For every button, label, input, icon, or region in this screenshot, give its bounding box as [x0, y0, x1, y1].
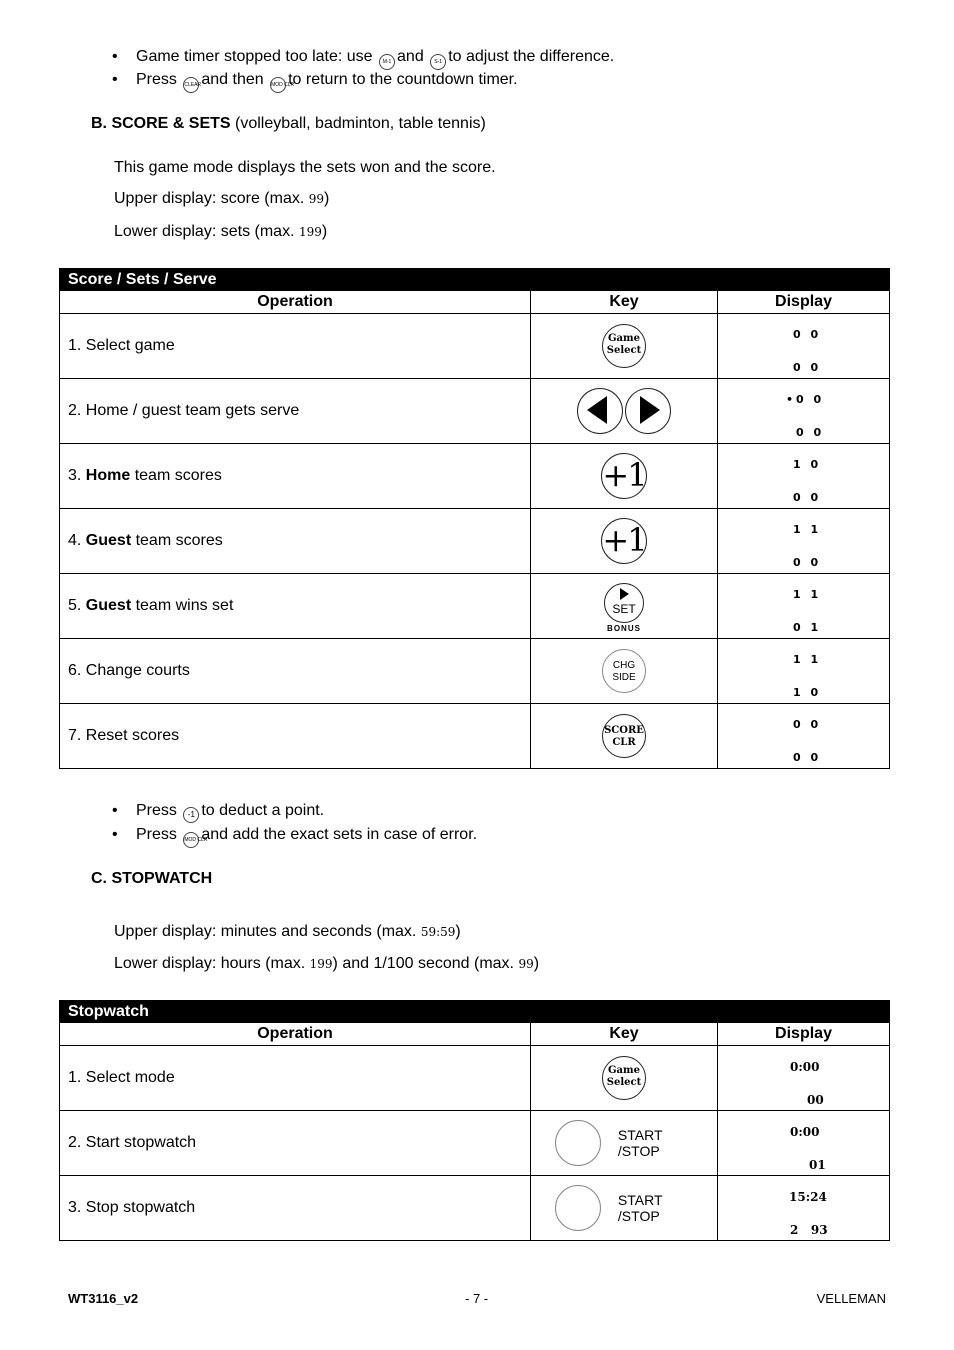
bullet-text: Game timer stopped too late: use: [136, 48, 373, 65]
score-sets-serve-table: [59, 268, 890, 769]
lower-display-value: 0 0: [793, 751, 822, 764]
key-cell: [531, 639, 718, 704]
operation-text: 2. Home / guest team gets serve: [68, 402, 300, 419]
operation-text-bold: Home: [85, 467, 131, 484]
key-label: +1: [602, 456, 646, 494]
section-b-description: This game mode displays the sets won and the score.: [114, 159, 496, 176]
note-text: ) and 1/100 second (max.: [332, 955, 519, 972]
table-title: Score / Sets / Serve: [60, 269, 890, 291]
m-minus-one-key-icon: M-1: [379, 54, 395, 70]
right-arrow-key-icon: [625, 388, 671, 434]
bullet-item: [112, 71, 518, 93]
note-text: Lower display: hours (max.: [114, 955, 310, 972]
lower-display-value: 2 93: [790, 1223, 828, 1237]
clear-key-icon: CLEAR: [183, 77, 199, 93]
lower-display-value: 0 0: [793, 556, 822, 569]
display-cell: [718, 574, 890, 639]
upper-display-value: 1 0: [793, 458, 822, 471]
minus-one-key-icon: -1: [183, 807, 199, 823]
max-value: 99: [518, 957, 534, 971]
lower-display-value: 1 0: [793, 686, 822, 699]
bullet-text: Press: [136, 71, 177, 88]
display-cell: [718, 639, 890, 704]
bullet-dot: •: [112, 802, 118, 819]
operation-cell: [60, 379, 531, 444]
table-row: [60, 509, 890, 574]
plus-one-key-icon: [601, 453, 647, 499]
section-b-heading: [91, 115, 486, 133]
display-cell: [718, 1111, 890, 1176]
key-label: CHG SIDE: [612, 660, 636, 683]
operation-text-bold: Guest: [85, 532, 132, 549]
note-text: Lower display: sets (max.: [114, 223, 299, 240]
bullet-dot: •: [112, 48, 118, 65]
bullet-text: to return to the countdown timer.: [288, 71, 518, 88]
bullet-text: and then: [201, 71, 264, 88]
table-row: [60, 1176, 890, 1241]
note-text: ): [324, 190, 330, 207]
display-cell: [718, 314, 890, 379]
note-text: Upper display: score (max.: [114, 190, 309, 207]
footer-page-number: - 7 -: [465, 1291, 489, 1306]
start-stop-key-icon: [555, 1185, 601, 1231]
bullet-dot: •: [112, 71, 118, 88]
bullet-dot: •: [112, 826, 118, 843]
operation-text: 1. Select game: [68, 337, 175, 354]
upper-display-value: 15:24: [789, 1190, 827, 1204]
upper-display-value: 0:00: [790, 1060, 820, 1074]
operation-text: team wins set: [131, 597, 234, 614]
key-label: Game Select: [606, 1065, 642, 1088]
operation-cell: 3. Stop stopwatch: [60, 1176, 531, 1241]
plus-one-key-icon: [601, 518, 647, 564]
key-cell: [531, 704, 718, 769]
bullet-item: [112, 802, 324, 823]
key-cell: [531, 314, 718, 379]
operation-text-bold: Guest: [85, 597, 132, 614]
operation-cell: [60, 574, 531, 639]
key-cell: [531, 509, 718, 574]
note-text: Upper display: minutes and seconds (max.: [114, 923, 421, 940]
upper-display-note: [114, 190, 329, 208]
mod-clr-key-icon: MOD CLR: [270, 77, 286, 93]
operation-text: 7. Reset scores: [68, 727, 180, 744]
column-header-display: Display: [718, 1023, 890, 1046]
upper-display-value: 1 1: [793, 523, 822, 536]
upper-display-value: 0:00: [790, 1125, 820, 1139]
column-header-key: Key: [531, 1023, 718, 1046]
key-sublabel: BONUS: [607, 624, 641, 633]
table-row: [60, 1111, 890, 1176]
section-b-title: B. SCORE & SETS: [91, 115, 231, 132]
key-cell: [531, 574, 718, 639]
display-cell: [718, 704, 890, 769]
max-value: 59:59: [420, 925, 456, 939]
upper-display-value: 1 1: [793, 653, 822, 666]
table-row: [60, 379, 890, 444]
operation-cell: [60, 314, 531, 379]
lower-display-value: 0 0: [796, 426, 825, 439]
upper-display-value: •0 0: [786, 393, 825, 406]
lower-display-value: 0 0: [793, 361, 822, 374]
bullet-text: and: [397, 48, 424, 65]
lower-display-note: [114, 223, 327, 241]
column-header-operation: Operation: [60, 1023, 531, 1046]
max-value: 99: [308, 192, 325, 206]
table-title: Stopwatch: [60, 1001, 890, 1023]
bullet-text: Press: [136, 826, 177, 843]
operation-text: team scores: [131, 532, 223, 549]
lower-display-value: 0 0: [793, 491, 822, 504]
section-b-subtitle: (volleyball, badminton, table tennis): [230, 115, 486, 132]
operation-cell: [60, 509, 531, 574]
upper-display-value: 0 0: [793, 328, 822, 341]
column-header-key: Key: [531, 291, 718, 314]
note-text: ): [533, 955, 540, 972]
mod-clr-key-icon: MOD CLR: [183, 832, 199, 848]
operation-cell: 2. Start stopwatch: [60, 1111, 531, 1176]
start-stop-key-label: START /STOP: [617, 1192, 663, 1224]
operation-cell: [60, 704, 531, 769]
max-value: 199: [298, 225, 322, 239]
upper-display-value: 0 0: [793, 718, 822, 731]
lower-display-value: 0 1: [793, 621, 822, 634]
bullet-text: and add the exact sets in case of error.: [201, 826, 478, 843]
bullet-text: Press: [136, 802, 177, 819]
operation-cell: [60, 444, 531, 509]
footer-brand: VELLEMAN: [816, 1291, 886, 1306]
note-text: ): [321, 223, 328, 240]
display-cell: [718, 509, 890, 574]
table-row: [60, 1046, 890, 1111]
table-row: [60, 574, 890, 639]
start-stop-key-label: START /STOP: [617, 1127, 663, 1159]
key-cell: [531, 1176, 718, 1241]
game-select-key-icon: [602, 324, 646, 368]
column-header-display: Display: [718, 291, 890, 314]
key-label: SET: [612, 602, 636, 616]
score-clear-key-icon: [602, 714, 646, 758]
lower-display-value: 01: [809, 1158, 826, 1172]
bullet-text: to adjust the difference.: [448, 48, 615, 65]
key-label: +1: [602, 521, 646, 559]
operation-text: 5.: [68, 597, 86, 614]
bullet-text: to deduct a point.: [201, 802, 325, 819]
section-c-heading: C. STOPWATCH: [91, 870, 213, 887]
note-text: ): [455, 923, 461, 940]
change-side-key-icon: [602, 649, 646, 693]
operation-text: 4.: [68, 532, 86, 549]
operation-text: team scores: [130, 467, 222, 484]
key-label: Game Select: [606, 333, 642, 356]
bullet-item: [112, 826, 477, 848]
table-row: [60, 704, 890, 769]
upper-display-note: [114, 923, 461, 941]
key-cell: [531, 444, 718, 509]
lower-display-note: [114, 955, 539, 973]
footer-model: WT3116_v2: [68, 1291, 139, 1306]
operation-cell: [60, 639, 531, 704]
display-cell: [718, 379, 890, 444]
max-value: 199: [309, 957, 333, 971]
lower-display-value: 00: [807, 1093, 824, 1107]
table-row: [60, 639, 890, 704]
set-bonus-key-icon: [604, 583, 644, 633]
table-row: [60, 314, 890, 379]
operation-cell: 1. Select mode: [60, 1046, 531, 1111]
display-cell: [718, 444, 890, 509]
start-stop-key-icon: [555, 1120, 601, 1166]
operation-text: 6. Change courts: [68, 662, 190, 679]
display-cell: [718, 1176, 890, 1241]
upper-display-value: 1 1: [793, 588, 822, 601]
key-cell: [531, 1046, 718, 1111]
game-select-key-icon: [602, 1056, 646, 1100]
key-cell: [531, 1111, 718, 1176]
key-label: SCORE CLR: [604, 725, 644, 748]
left-arrow-key-icon: [577, 388, 623, 434]
table-row: [60, 444, 890, 509]
display-cell: [718, 1046, 890, 1111]
stopwatch-table: [59, 1000, 890, 1241]
operation-text: 3.: [68, 467, 86, 484]
s-minus-one-key-icon: S-1: [430, 54, 446, 70]
column-header-operation: Operation: [60, 291, 531, 314]
bullet-item: [112, 48, 614, 70]
key-cell: [531, 379, 718, 444]
